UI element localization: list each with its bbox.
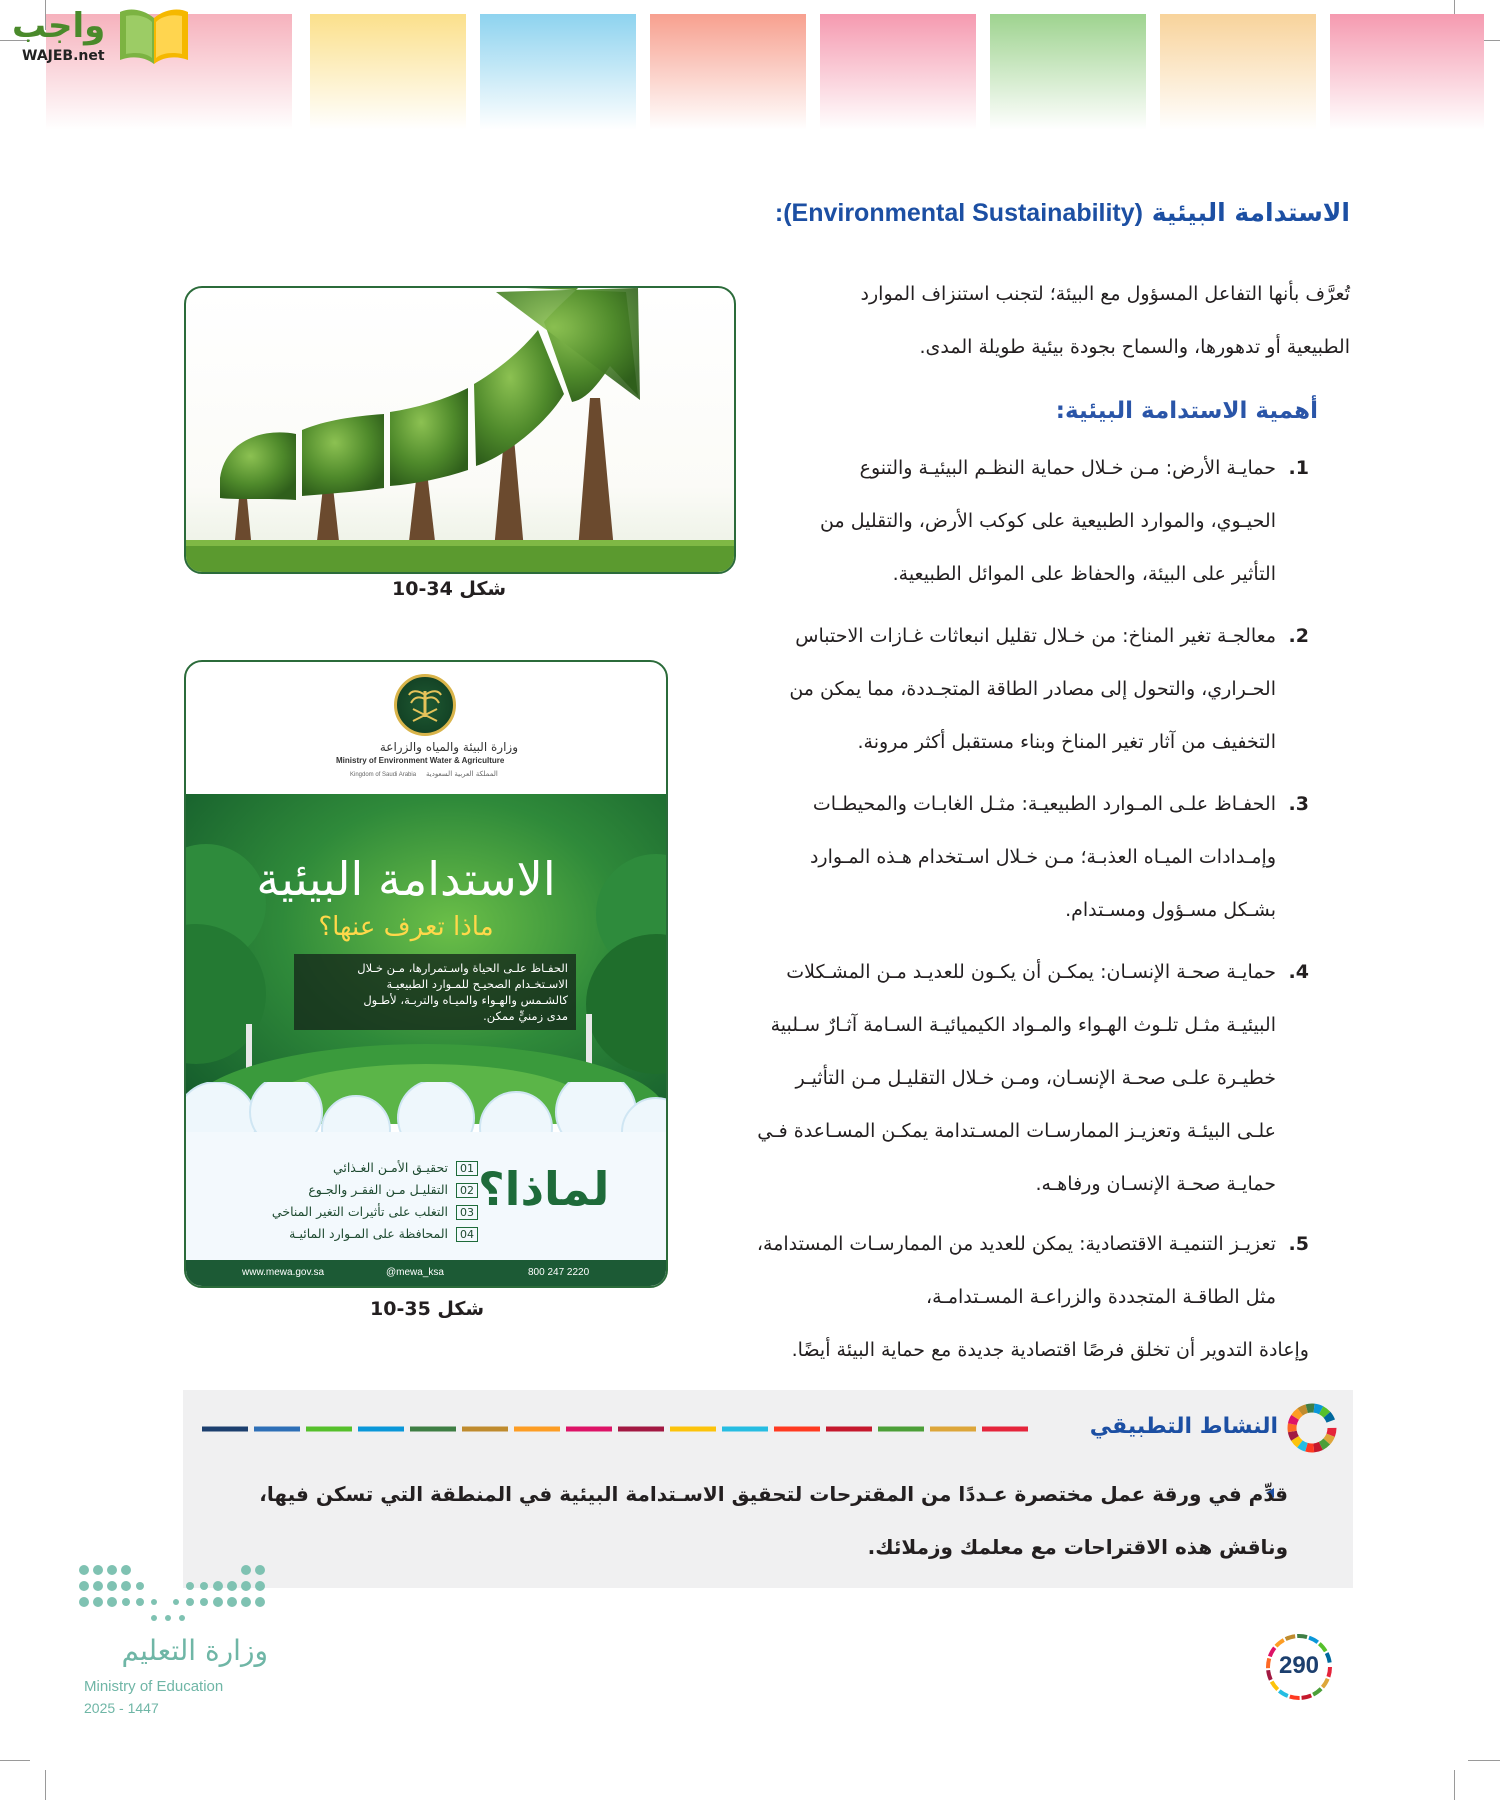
item-line: حمايـة الأرض: مـن خـلال حماية النظـم البيئيـة والتنوع	[859, 457, 1276, 479]
item-number: 4.	[1288, 961, 1309, 983]
crop-mark	[1468, 1760, 1500, 1761]
item-line: معالجـة تغير المناخ: من خـلال تقليل انبعاثات غـازات الاحتباس	[795, 625, 1276, 647]
intro-paragraph	[750, 268, 1350, 374]
logo-latin: WAJEB.net	[22, 48, 105, 64]
poster-subheadline: ماذا تعرف عنها؟	[318, 912, 494, 942]
crop-mark	[1454, 1770, 1455, 1800]
item-line: الحـراري، والتحول إلى مصادر الطاقة المتجـددة، مما يمكن من	[789, 678, 1276, 700]
wajeb-logo[interactable]	[10, 6, 188, 68]
footer-social: @mewa_ksa	[386, 1267, 444, 1278]
activity-title: النشاط التطبيقي	[1089, 1414, 1278, 1439]
crop-mark	[0, 1760, 30, 1761]
trees-arrow-illustration	[186, 288, 734, 572]
reason-text: تحقيـق الأمـن الغـذائي	[332, 1160, 448, 1175]
figure-35-caption: شكل 35-10	[370, 1298, 485, 1320]
activity-text	[198, 1468, 1288, 1574]
reason-text: المحافظة على المـوارد المائيـة	[289, 1226, 448, 1241]
color-tab	[820, 14, 976, 130]
ministry-name-ar: وزارة البيئة والمياه والزراعة	[379, 740, 518, 754]
item-line: علـى البيئـة وتعزيـز الممارسـات المسـتدامة يمكـن المسـاعدة فـي	[757, 1120, 1276, 1142]
importance-item-2	[656, 610, 1309, 769]
page-number-badge	[1264, 1632, 1334, 1702]
poster-reason-row	[228, 1160, 478, 1182]
poster-description-line: كالشـمس والهـواء والميـاه والتربـة، لأطـول	[363, 993, 568, 1007]
poster-description	[294, 954, 576, 1030]
item-line: وإعادة التدوير أن تخلق فرصًا اقتصادية جديدة مع حماية البيئة أيضًا.	[791, 1339, 1309, 1361]
importance-title: أهمية الاستدامة البيئية:	[1055, 398, 1318, 424]
color-tab	[990, 14, 1146, 130]
poster-why: لماذا؟	[478, 1162, 610, 1216]
figure-34-caption: شكل 34-10	[392, 578, 507, 600]
poster-description-line: الاسـتخـدام الصحيـح للمـوارد الطبيعيـة	[386, 977, 568, 991]
item-line: خطيـرة علـى صحـة الإنسـان، ومـن خـلال التقليـل مـن التأثيـر	[795, 1067, 1276, 1089]
reason-number: 03	[456, 1205, 478, 1220]
logo-arabic: واجب	[12, 6, 106, 46]
intro-line: تُعرَّف بأنها التفاعل المسؤول مع البيئة؛ لتجنب استنزاف الموارد	[860, 283, 1350, 305]
footer-phone: 800 247 2220	[528, 1267, 590, 1278]
footer-website: www.mewa.gov.sa	[242, 1267, 325, 1278]
importance-item-1	[736, 442, 1309, 601]
item-line: بشـكل مسـؤول ومسـتدام.	[1065, 899, 1276, 921]
item-number: 1.	[1288, 457, 1309, 479]
book-icon	[116, 6, 192, 64]
kingdom-ar: المملكة العربية السعودية	[426, 770, 498, 778]
item-line: الحيـوي، والموارد الطبيعية على كوكب الأرض، والتقليل من	[820, 510, 1276, 532]
title-english: (Environmental Sustainability):	[774, 199, 1143, 227]
item-line: التخفيف من آثار تغير المناخ وبناء مستقبل أكثر مرونة.	[857, 731, 1276, 753]
moe-dots-icon	[70, 1560, 280, 1630]
header-color-tabs	[46, 14, 1484, 130]
reason-number: 02	[456, 1183, 478, 1198]
section-title	[775, 198, 1350, 228]
importance-item-5	[656, 1218, 1309, 1377]
ministry-of-education-logo	[70, 1560, 280, 1730]
activity-line: وناقش هذه الاقتراحات مع معلمك وزملائك.	[867, 1535, 1288, 1559]
page-number: 290	[1278, 1652, 1320, 1679]
ministry-emblem	[394, 674, 456, 736]
kingdom-en: Kingdom of Saudi Arabia	[350, 772, 417, 778]
item-line: حمايـة صحـة الإنسـان: يمكـن أن يكـون للعديـد مـن المشـكلات	[786, 961, 1276, 983]
reason-text: التغلب على تأثيرات التغير المناخي	[271, 1204, 448, 1219]
poster-footer	[186, 1260, 666, 1286]
moe-name-ar: وزارة التعليم	[121, 1634, 268, 1667]
item-number: 2.	[1288, 625, 1309, 647]
item-line: تعزيـز التنميـة الاقتصادية: يمكن للعديد من الممارسـات المستدامة،	[756, 1233, 1276, 1255]
intro-line: الطبيعية أو تدهورها، والسماح بجودة بيئية طويلة المدى.	[919, 336, 1350, 358]
title-arabic: الاستدامة البيئية	[1151, 198, 1350, 227]
importance-item-3	[656, 778, 1309, 937]
color-tab	[310, 14, 466, 130]
item-line: وإمـدادات الميـاه العذبـة؛ مـن خـلال اسـتخدام هـذه المـوارد	[809, 846, 1276, 868]
color-tab	[1160, 14, 1316, 130]
color-tab	[650, 14, 806, 130]
poster-description-line: مدى زمنيٍّ ممكن.	[483, 1009, 568, 1023]
poster-reason-row	[228, 1204, 478, 1226]
crop-mark	[45, 1770, 46, 1800]
palm-icon	[397, 677, 453, 733]
poster-description-line: الحفـاظ علـى الحياة واسـتمرارها، مـن خـلال	[357, 961, 568, 975]
reason-number: 01	[456, 1161, 478, 1176]
reason-text: التقليـل مـن الفقـر والجـوع	[308, 1182, 448, 1197]
figure-trees-arrow	[184, 286, 736, 574]
poster-reasons	[228, 1160, 478, 1248]
activity-divider	[202, 1426, 1082, 1432]
item-number: 3.	[1288, 793, 1309, 815]
item-line: مثل الطاقـة المتجددة والزراعـة المسـتدامـة،	[925, 1286, 1276, 1308]
moe-year: 2025 - 1447	[84, 1700, 159, 1716]
item-line: الحفـاظ علـى المـوارد الطبيعيـة: مثـل الغابـات والمحيطـات	[812, 793, 1276, 815]
ministry-name-en: Ministry of Environment Water & Agriculture	[336, 756, 505, 765]
poster-reason-row	[228, 1182, 478, 1204]
figure-poster	[184, 660, 668, 1288]
item-line: البيئيـة مثـل تلـوث الهـواء والمـواد الكيميائيـة السـامة آثـارٌ سـلبية	[770, 1014, 1276, 1036]
importance-item-4	[656, 946, 1309, 1211]
moe-name-en: Ministry of Education	[84, 1678, 224, 1695]
activity-line: قدِّم في ورقة عمل مختصرة عـددًا من المقترحات لتحقيق الاسـتدامة البيئية في المنطقة التي تسكن فيها،	[259, 1482, 1288, 1506]
color-tab	[1330, 14, 1484, 130]
poster-reason-row	[228, 1226, 478, 1248]
color-tab	[480, 14, 636, 130]
item-line: التأثير على البيئة، والحفاظ على الموائل الطبيعية.	[892, 563, 1276, 585]
poster-headline: الاستدامة البيئية	[256, 852, 556, 906]
item-line: حمايـة صحـة الإنسـان ورفاهـه.	[1035, 1173, 1276, 1195]
reason-number: 04	[456, 1227, 478, 1242]
item-number: 5.	[1288, 1233, 1309, 1255]
sdg-wheel-icon	[1286, 1402, 1338, 1454]
